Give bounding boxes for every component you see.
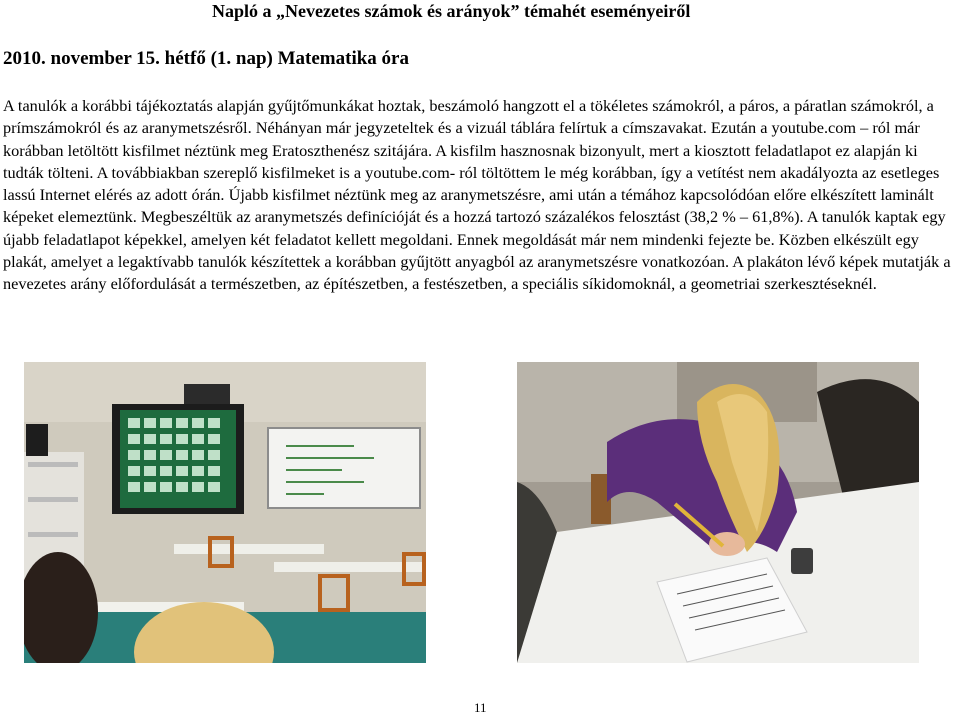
page-number: 11 <box>474 700 487 715</box>
classroom-projector-photo <box>24 362 426 663</box>
document-title: Napló a „Nevezetes számok és arányok” témahét eseményeiről <box>212 1 691 21</box>
student-writing-photo <box>517 362 919 663</box>
body-paragraph: A tanulók a korábbi tájékoztatás alapján gyűjtőmunkákat hoztak, beszámoló hangzott el a tökéletes számokról, a páros, a páratlan számokról, a prímszámokról és az aranymetszésről. Néhányan már jegyzeteltek és a vizuál táblára felírtuk a címszavakat. Ezután a youtube.com – ról már korábban letöltött kisfilmet néztünk meg Eratoszthenész szitájára. A kisfilm hasznosnak bizonyult, mert a kiosztott feladatlapot ez alapján ki tudták tölteni. A továbbiakban szereplő kisfilmeket is a youtube.com- ról töltöttem le még korábban, így a vetítést nem akadályozta az esetleges lassú Internet elérés az adott órán. Újabb kisfilmet néztünk meg az aranymetszésre, ami után a témához kapcsolódóan előre elkészített laminált képeket elemeztünk. Megbeszéltük az aranymetszés definícióját és a hozzá tartozó százalékos felosztást (38,2 % – 61,8%). A tanulók kaptak egy újabb feladatlapot képekkel, amelyen két feladatot kellett megoldani. Ennek megoldását már nem mindenki fejezte be. Közben elkészült egy plakát, amelyet a legaktívabb tanulók készítettek a korábban gyűjtött anyagból az aranymetszésre vonatkozóan. A plakáton lévő képek mutatják a nevezetes arány előfordulását a természetben, az építészetben, a festészetben, a speciális síkidomoknál, a geometriai szerkesztéseknél. <box>3 96 951 294</box>
document-subtitle: 2010. november 15. hétfő (1. nap) Matematika óra <box>3 48 409 69</box>
student-photo-illustration <box>517 362 919 663</box>
classroom-photo-illustration <box>24 362 426 663</box>
